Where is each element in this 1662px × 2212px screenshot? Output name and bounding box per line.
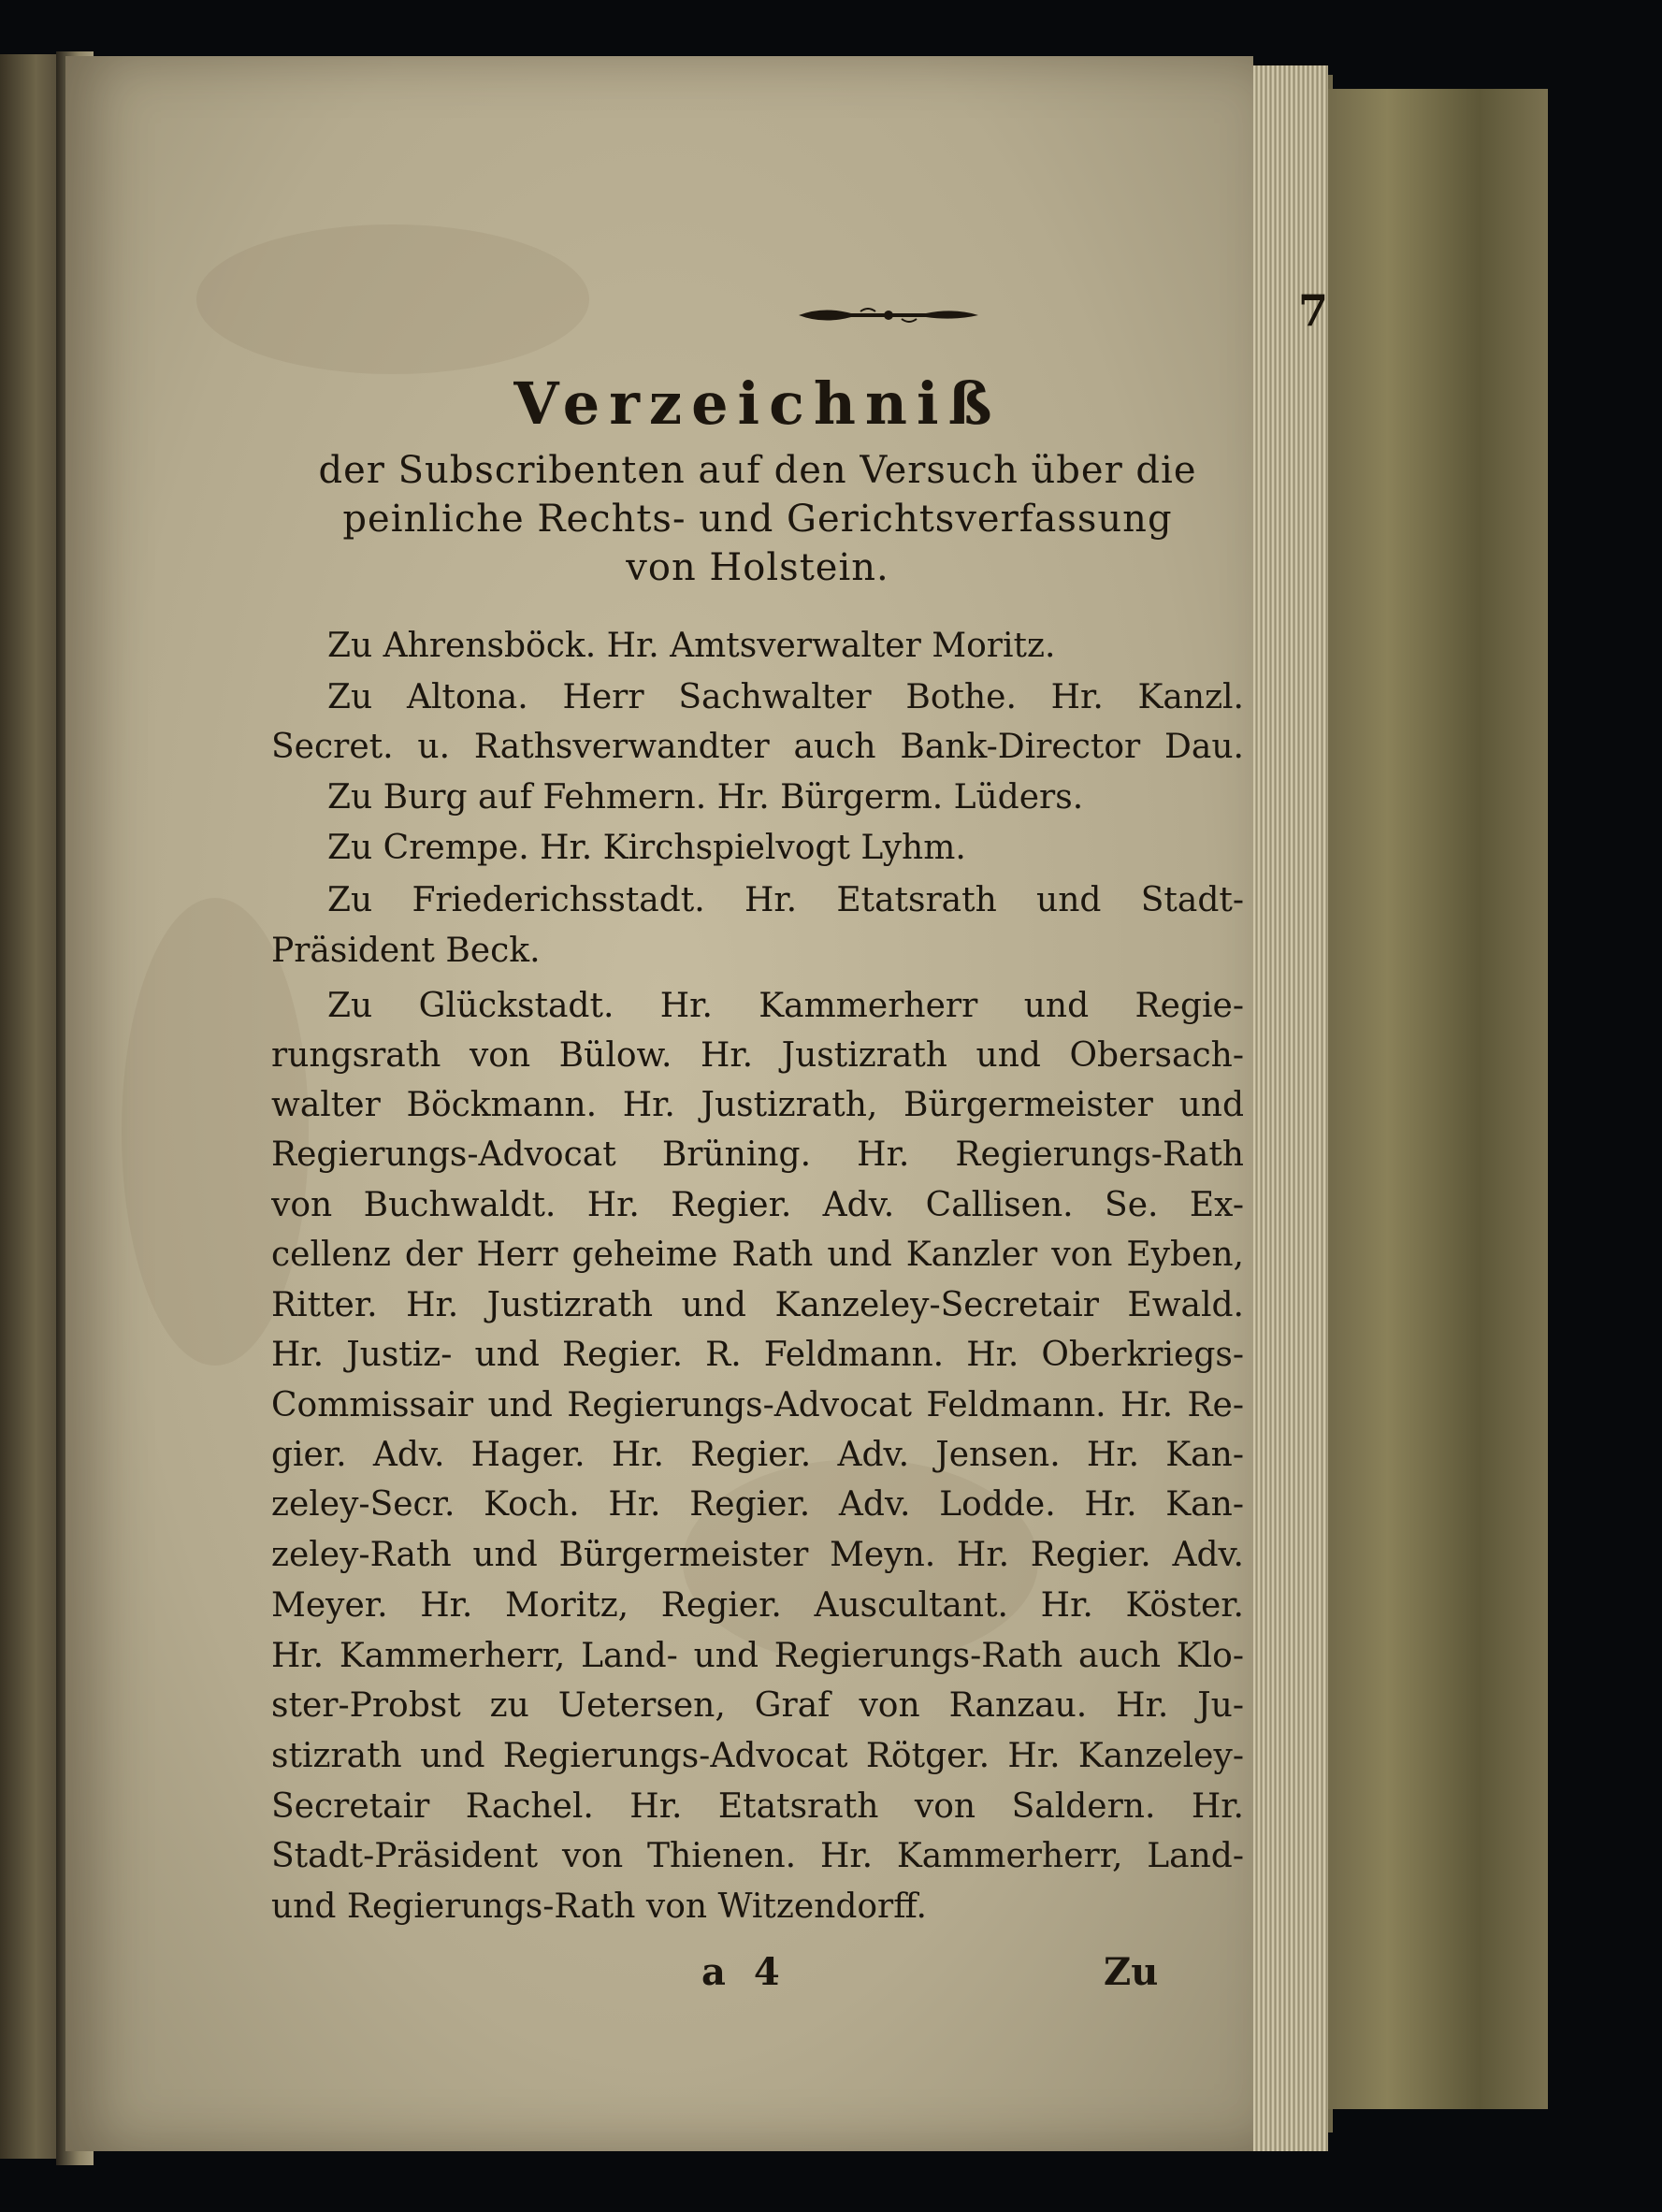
book-cover-edge	[1319, 89, 1548, 2109]
header-ornament-icon	[795, 304, 982, 326]
signature-mark: a 4	[701, 1950, 788, 1994]
text-line: Zu Altona. Herr Sachwalter Bothe. Hr. Kanzl.	[327, 678, 1244, 716]
page-number: 7	[1298, 285, 1329, 336]
text-line: Hr. Kammerherr, Land- und Regierungs-Rath auch Klo-	[271, 1637, 1244, 1675]
text-line: ster-Probst zu Uetersen, Graf von Ranzau. Hr. Ju-	[271, 1686, 1244, 1725]
text-line: Zu Crempe. Hr. Kirchspielvogt Lyhm.	[327, 829, 966, 867]
right-page	[65, 56, 1329, 2151]
text-line: Secretair Rachel. Hr. Etatsrath von Saldern. Hr.	[271, 1787, 1244, 1826]
paper-stain	[196, 224, 589, 374]
text-line: stizrath und Regierungs-Advocat Rötger. Hr. Kanzeley-	[271, 1737, 1244, 1775]
text-line: und Regierungs-Rath von Witzendorff.	[271, 1887, 927, 1926]
text-line: Präsident Beck.	[271, 932, 541, 970]
text-line: Zu Ahrensböck. Hr. Amtsverwalter Moritz.	[327, 627, 1056, 665]
text-line: zeley-Rath und Bürgermeister Meyn. Hr. Regier. Adv.	[271, 1536, 1244, 1574]
text-line: walter Böckmann. Hr. Justizrath, Bürgermeister und	[271, 1086, 1244, 1124]
subtitle-line: der Subscribenten auf den Versuch über die	[318, 449, 1197, 492]
catchword: Zu	[1104, 1950, 1159, 1994]
text-line: Zu Glückstadt. Hr. Kammerherr und Regie-	[327, 987, 1244, 1025]
text-line: Commissair und Regierungs-Advocat Feldmann. Hr. Re-	[271, 1386, 1244, 1424]
text-line: rungsrath von Bülow. Hr. Justizrath und Obersach-	[271, 1036, 1244, 1075]
text-line: Hr. Justiz- und Regier. R. Feldmann. Hr. Oberkriegs-	[271, 1336, 1244, 1374]
text-line: Secret. u. Rathsverwandter auch Bank-Director Dau.	[271, 728, 1244, 766]
text-line: von Buchwaldt. Hr. Regier. Adv. Callisen. Se. Ex-	[271, 1186, 1244, 1224]
text-line: Zu Burg auf Fehmern. Hr. Bürgerm. Lüders.	[327, 778, 1084, 817]
text-line: Stadt-Präsident von Thienen. Hr. Kammerherr, Land-	[271, 1837, 1244, 1875]
text-line: zeley-Secr. Koch. Hr. Regier. Adv. Lodde. Hr. Kan-	[271, 1485, 1244, 1524]
subtitle-line: von Holstein.	[626, 546, 889, 589]
text-line: Meyer. Hr. Moritz, Regier. Auscultant. Hr. Köster.	[271, 1586, 1244, 1625]
text-line: Regierungs-Advocat Brüning. Hr. Regierungs-Rath	[271, 1135, 1244, 1174]
text-line: Zu Friederichsstadt. Hr. Etatsrath und Stadt-	[327, 881, 1244, 919]
page-title: Verzeichniß	[513, 369, 1002, 438]
subtitle-line: peinliche Rechts- und Gerichtsverfassung	[342, 498, 1173, 541]
text-line: Ritter. Hr. Justizrath und Kanzeley-Secretair Ewald.	[271, 1286, 1244, 1324]
text-line: cellenz der Herr geheime Rath und Kanzler von Eyben,	[271, 1236, 1244, 1274]
text-line: gier. Adv. Hager. Hr. Regier. Adv. Jensen. Hr. Kan-	[271, 1436, 1244, 1474]
